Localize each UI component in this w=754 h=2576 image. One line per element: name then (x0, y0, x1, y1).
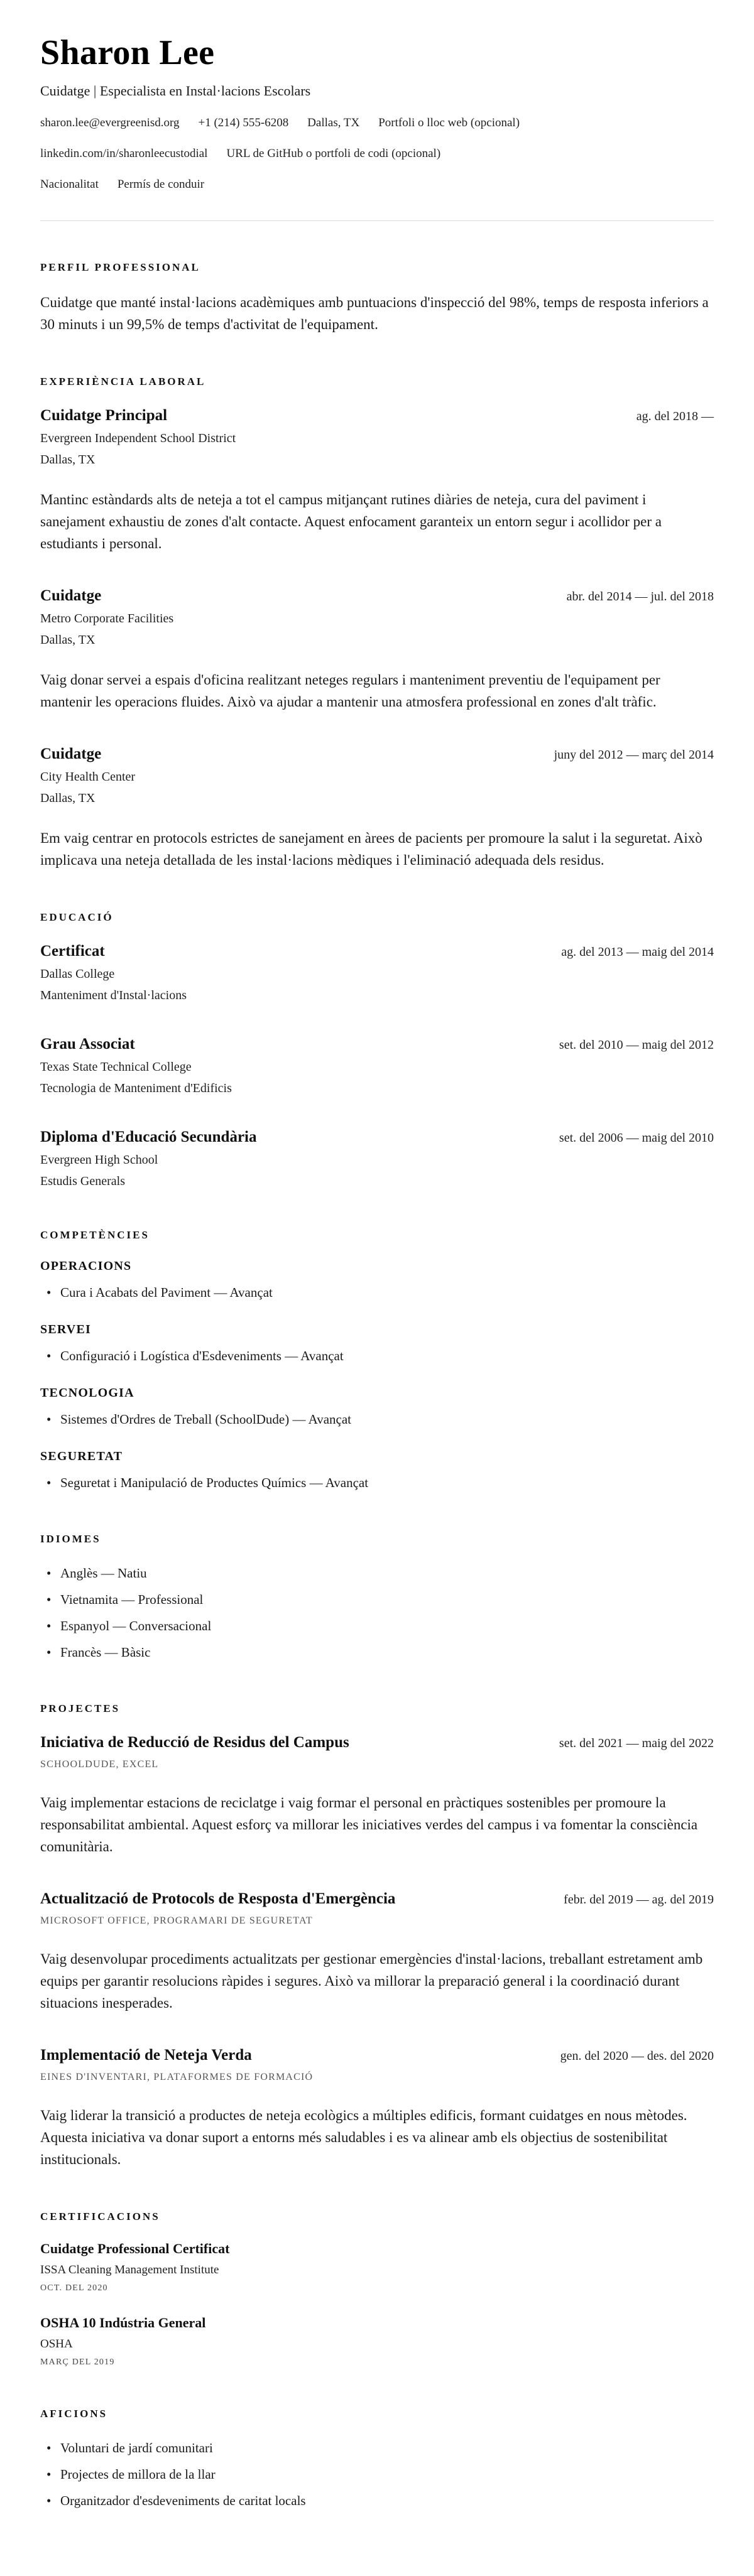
school-name: Texas State Technical College (40, 1060, 192, 1074)
project-dates: gen. del 2020 — des. del 2020 (560, 2049, 714, 2063)
section-heading-certifications: CERTIFICACIONS (40, 2211, 160, 2222)
language-item: • Espanyol — Conversacional (40, 1616, 714, 1636)
section-heading-projects: PROJECTES (40, 1702, 121, 1714)
job-location: Dallas, TX (40, 453, 96, 467)
entry-header (40, 1734, 714, 1751)
section-profile (40, 261, 714, 335)
profile-text: Cuidatge que manté instal·lacions acadèmiques amb puntuacions d'inspecció del 98%, temps de resposta inferiors a 30 minuts i un 99,5% de temps d'activitat de l'equipament. (40, 295, 709, 332)
degree-title: Certificat (40, 943, 105, 960)
project-dates: febr. del 2019 — ag. del 2019 (564, 1893, 714, 1907)
certification-date: OCT. DEL 2020 (40, 2283, 108, 2293)
field-of-study: Manteniment d'Instal·lacions (40, 988, 187, 1002)
certification-issuer: OSHA (40, 2337, 73, 2351)
skill-category: SERVEI (40, 1323, 91, 1336)
hobby-list (40, 2438, 714, 2511)
entry-header (40, 1128, 714, 1146)
project-description: Vaig liderar la transició a productes de neteja ecològics a múltiples edificis, formant cuidatges en nous mètodes. Aquesta iniciativa va donar suport a entorns més saludables i es va alinear amb els objectius de sostenibilitat institucionals. (40, 2108, 687, 2167)
section-heading-hobbies: AFICIONS (40, 2408, 108, 2420)
skill-category: OPERACIONS (40, 1259, 132, 1273)
education-entry (40, 943, 714, 1003)
school-name: Evergreen High School (40, 1153, 158, 1167)
job-description: Mantinc estàndards alts de neteja a tot el campus mitjançant rutines diàries de neteja, cura del paviment i sanejament exhaustiu de zones d'alt contacte. Aquest enfocament garanteix un entorn segur i acollidor per a estudiants i personal. (40, 492, 662, 551)
hobby-item: • Voluntari de jardí comunitari (40, 2438, 714, 2458)
entry-header (40, 407, 714, 425)
project-description: Vaig desenvolupar procediments actualitzats per gestionar emergències d'instal·lacions, treballant estretament amb equips per garantir resolucions ràpides i segures. Això va millorar la preparació general i la coordinació durant situacions inesperades. (40, 1951, 703, 2011)
certification-issuer: ISSA Cleaning Management Institute (40, 2263, 219, 2276)
skill-item: • Configuració i Logística d'Esdeveniments — Avançat (40, 1346, 714, 1366)
field-of-study: Tecnologia de Manteniment d'Edificis (40, 1081, 232, 1095)
education-entry (40, 1036, 714, 1096)
candidate-title: Cuidatge | Especialista en Instal·lacions Escolars (40, 83, 311, 99)
email-text: sharon.lee@evergreenisd.org (40, 116, 180, 129)
skill-category: SEGURETAT (40, 1449, 123, 1463)
job-company: Evergreen Independent School District (40, 431, 236, 445)
location-text: Dallas, TX (307, 116, 360, 129)
section-heading-experience: EXPERIÈNCIA LABORAL (40, 376, 206, 387)
field-of-study: Estudis Generals (40, 1174, 125, 1188)
job-title: Cuidatge (40, 587, 102, 604)
skill-item: • Seguretat i Manipulació de Productes Químics — Avançat (40, 1473, 714, 1493)
job-company: City Health Center (40, 770, 136, 784)
phone-text: +1 (214) 555-6208 (198, 116, 289, 129)
job-description: Em vaig centrar en protocols estrictes de sanejament en àrees de pacients per promoure la salut i la seguretat. Això implicava una neteja detallada de les instal·lacions mèdiques i l'eliminació adequada dels residus. (40, 830, 702, 868)
skill-item: • Sistemes d'Ordres de Treball (SchoolDude) — Avançat (40, 1409, 714, 1429)
hobby-item: • Organitzador d'esdeveniments de caritat locals (40, 2491, 714, 2511)
section-hobbies (40, 2408, 714, 2511)
hobby-item: • Projectes de millora de la llar (40, 2464, 714, 2484)
experience-entry (40, 407, 714, 555)
skill-group (40, 1323, 714, 1366)
project-title: Actualització de Protocols de Resposta d'Emergència (40, 1890, 396, 1907)
job-title: Cuidatge Principal (40, 407, 168, 424)
entry-header (40, 1890, 714, 1908)
project-title: Implementació de Neteja Verda (40, 2047, 252, 2064)
certification-entry (40, 2315, 714, 2368)
entry-header (40, 587, 714, 605)
job-description: Vaig donar servei a espais d'oficina realitzant neteges regulars i manteniment preventiu de l'equipament per mantenir les operacions fluides. Això va ajudar a mantenir una atmosfera professional en zones d'alt tràfic. (40, 672, 660, 710)
project-title: Iniciativa de Reducció de Residus del Campus (40, 1734, 349, 1751)
job-company: Metro Corporate Facilities (40, 612, 174, 625)
section-projects (40, 1702, 714, 2170)
experience-entry (40, 745, 714, 871)
skill-group (40, 1449, 714, 1493)
skill-category: TECNOLOGIA (40, 1386, 134, 1400)
project-dates: set. del 2021 — maig del 2022 (559, 1736, 714, 1750)
job-location: Dallas, TX (40, 791, 96, 805)
section-heading-profile: PERFIL PROFESSIONAL (40, 261, 200, 273)
skill-list (40, 1473, 714, 1493)
job-dates: ag. del 2018 — (636, 409, 714, 423)
skill-group (40, 1386, 714, 1429)
github-placeholder-text: URL de GitHub o portfoli de codi (opcional) (226, 147, 441, 160)
experience-entry (40, 587, 714, 713)
education-entry (40, 1128, 714, 1189)
contact-row-2 (40, 147, 714, 161)
candidate-name: Sharon Lee (40, 33, 215, 72)
job-location: Dallas, TX (40, 633, 96, 647)
section-heading-skills: COMPETÈNCIES (40, 1229, 150, 1241)
language-item: • Francès — Bàsic (40, 1642, 714, 1662)
entry-header (40, 2047, 714, 2064)
website-placeholder-text: Portfoli o lloc web (opcional) (378, 116, 520, 129)
resume-header (40, 33, 714, 192)
certification-name: Cuidatge Professional Certificat (40, 2241, 230, 2256)
driving-license-placeholder-text: Permís de conduir (117, 178, 205, 191)
skill-list (40, 1282, 714, 1302)
section-heading-education: EDUCACIÓ (40, 911, 114, 923)
skill-group (40, 1259, 714, 1302)
header-divider (40, 220, 714, 221)
job-dates: juny del 2012 — març del 2014 (554, 748, 714, 762)
degree-title: Grau Associat (40, 1036, 135, 1053)
skill-item: • Cura i Acabats del Paviment — Avançat (40, 1282, 714, 1302)
education-dates: set. del 2006 — maig del 2010 (559, 1131, 714, 1145)
language-list (40, 1563, 714, 1662)
project-entry (40, 2047, 714, 2170)
project-tools: MICROSOFT OFFICE, PROGRAMARI DE SEGURETAT (40, 1915, 313, 1926)
skill-list (40, 1409, 714, 1429)
project-description: Vaig implementar estacions de reciclatge i vaig formar el personal en pràctiques sostenibles per promoure la responsabilitat ambiental. Aquest esforç va millorar les iniciatives verdes del campus i va fomentar la consciència comunitària. (40, 1795, 698, 1854)
project-entry (40, 1890, 714, 2014)
education-dates: ag. del 2013 — maig del 2014 (561, 945, 714, 959)
section-certifications (40, 2211, 714, 2368)
section-education (40, 911, 714, 1189)
certification-name: OSHA 10 Indústria General (40, 2315, 206, 2330)
entry-header (40, 1036, 714, 1053)
job-title: Cuidatge (40, 745, 102, 762)
section-experience (40, 376, 714, 871)
linkedin-text: linkedin.com/in/sharonleecustodial (40, 147, 208, 160)
section-heading-languages: IDIOMES (40, 1533, 101, 1545)
certification-date: MARÇ DEL 2019 (40, 2357, 115, 2367)
project-tools: EINES D'INVENTARI, PLATAFORMES DE FORMACIÓ (40, 2072, 314, 2082)
language-item: • Vietnamita — Professional (40, 1589, 714, 1610)
school-name: Dallas College (40, 967, 115, 981)
project-tools: SCHOOLDUDE, EXCEL (40, 1759, 159, 1770)
nationality-placeholder-text: Nacionalitat (40, 178, 99, 191)
project-entry (40, 1734, 714, 1858)
education-dates: set. del 2010 — maig del 2012 (559, 1038, 714, 1052)
entry-header (40, 745, 714, 763)
entry-header (40, 943, 714, 960)
language-item: • Anglès — Natiu (40, 1563, 714, 1583)
degree-title: Diploma d'Educació Secundària (40, 1128, 257, 1145)
contact-row-3 (40, 178, 714, 192)
contact-row-1 (40, 116, 714, 130)
skill-list (40, 1346, 714, 1366)
section-skills (40, 1229, 714, 1493)
certification-entry (40, 2241, 714, 2293)
section-languages (40, 1533, 714, 1662)
job-dates: abr. del 2014 — jul. del 2018 (566, 590, 714, 603)
